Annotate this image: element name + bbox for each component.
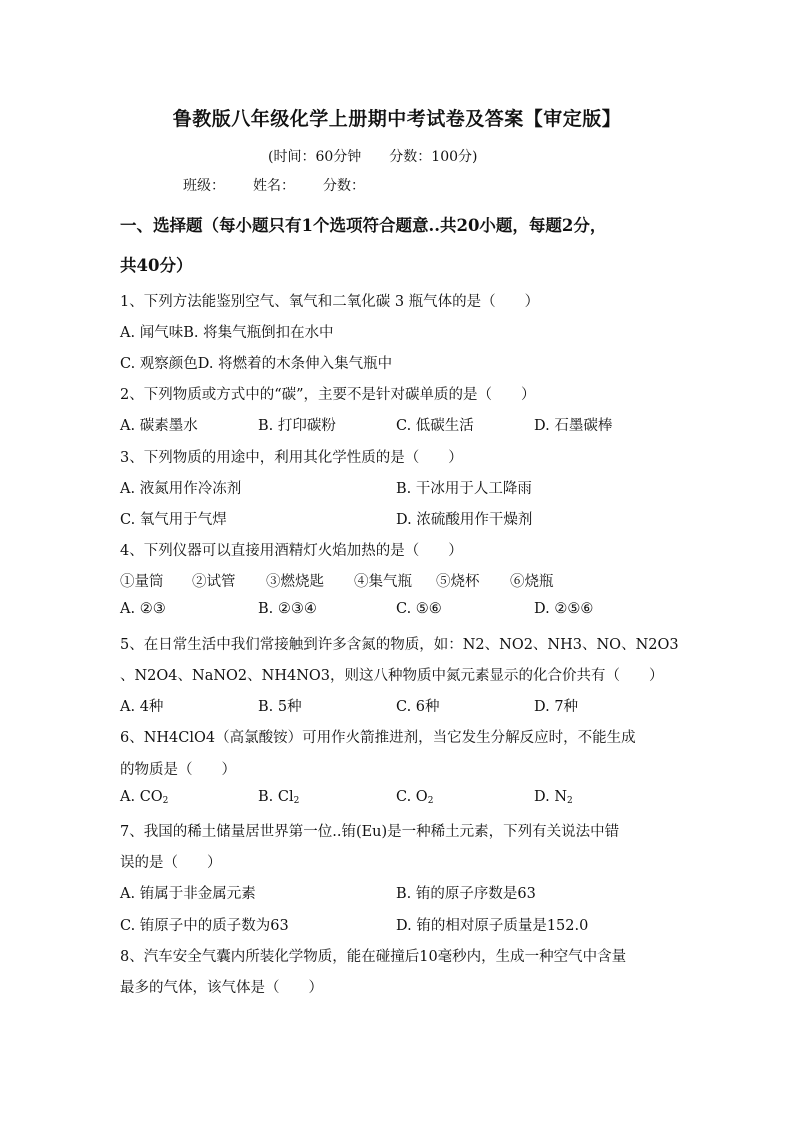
question-7-stem: 7、我国的稀土储量居世界第一位..铕(Eu)是一种稀土元素，下列有关说法中错	[120, 824, 620, 840]
class-label: 班级：	[183, 178, 225, 194]
question-4-instruments	[120, 570, 680, 590]
option-c-subscript: 2	[427, 796, 434, 806]
question-7-options-cd	[120, 914, 680, 934]
option-d: D. 石墨碳棒	[534, 418, 613, 434]
instrument-4: ④集气瓶	[354, 574, 412, 590]
question-6-options	[120, 789, 680, 809]
option-c	[396, 789, 433, 806]
section-heading-cont: 共40分）	[120, 256, 193, 275]
question-5-stem-cont: 、N2O4、NaNO2、NH4NO3，则这八种物质中氮元素显示的化合价共有（ ）	[120, 668, 664, 684]
question-3-options-cd	[120, 508, 680, 528]
option-a: A. 铕属于非金属元素	[120, 886, 256, 902]
option-d	[534, 789, 573, 806]
option-a	[120, 789, 168, 806]
question-3-options-ab	[120, 477, 680, 497]
instrument-2: ②试管	[192, 574, 236, 590]
question-8-stem-cont: 最多的气体，该气体是（ ）	[120, 980, 323, 996]
option-d: D. ②⑤⑥	[534, 601, 594, 617]
exam-info	[268, 146, 505, 166]
option-a-text: A. CO	[120, 789, 163, 805]
question-8-stem: 8、汽车安全气囊内所装化学物质，能在碰撞后10毫秒内，生成一种空气中含量	[120, 949, 627, 965]
option-b: B. 5种	[258, 699, 302, 715]
option-c: C. 低碳生活	[396, 418, 474, 434]
instrument-5: ⑤烧杯	[436, 574, 480, 590]
instrument-3: ③燃烧匙	[266, 574, 324, 590]
option-b: B. 铕的原子序数是63	[396, 886, 536, 902]
option-c: C. 铕原子中的质子数为63	[120, 918, 289, 934]
option-c: C. ⑤⑥	[396, 601, 442, 617]
name-label: 姓名：	[253, 178, 295, 194]
option-d-subscript: 2	[567, 796, 573, 806]
option-b	[258, 789, 299, 806]
option-a: A. ②③	[120, 601, 166, 617]
question-3-stem: 3、下列物质的用途中，利用其化学性质的是（ ）	[120, 450, 463, 466]
question-1-options-cd: C. 观察颜色D. 将燃着的木条伸入集气瓶中	[120, 356, 393, 372]
question-4-options	[120, 601, 680, 621]
page-title: 鲁教版八年级化学上册期中考试卷及答案【审定版】	[172, 108, 622, 130]
instrument-6: ⑥烧瓶	[510, 574, 554, 590]
student-info	[183, 175, 393, 195]
option-d: D. 7种	[534, 699, 579, 715]
option-d: D. 浓硫酸用作干燥剂	[396, 512, 533, 528]
question-7-options-ab	[120, 882, 680, 902]
option-a: A. 液氮用作冷冻剂	[120, 481, 242, 497]
instrument-1: ①量筒	[120, 574, 164, 590]
question-4-stem: 4、下列仪器可以直接用酒精灯火焰加热的是（ ）	[120, 543, 463, 559]
option-b: B. 打印碳粉	[258, 418, 336, 434]
option-a: A. 碳素墨水	[120, 418, 198, 434]
question-5-stem: 5、在日常生活中我们常接触到许多含氮的物质，如：N2、NO2、NH3、NO、N2O3	[120, 637, 679, 653]
option-c: C. 6种	[396, 699, 440, 715]
option-c-text: C. O	[396, 789, 428, 805]
question-1-stem: 1、下列方法能鉴别空气、氧气和二氧化碳 3 瓶气体的是（ ）	[120, 294, 540, 310]
option-a-subscript: 2	[162, 796, 169, 806]
points-label: 分数：	[323, 178, 365, 194]
option-d: D. 铕的相对原子质量是152.0	[396, 918, 589, 934]
question-6-stem: 6、NH4ClO4（高氯酸铵）可用作火箭推进剂，当它发生分解反应时，不能生成	[120, 730, 636, 746]
question-2-stem: 2、下列物质或方式中的“碳”，主要不是针对碳单质的是（ ）	[120, 387, 536, 403]
question-1-options-ab: A. 闻气味B. 将集气瓶倒扣在水中	[120, 325, 334, 341]
question-7-stem-cont: 误的是（ ）	[120, 855, 222, 871]
question-2-options	[120, 414, 680, 434]
option-b-text: B. Cl	[258, 789, 294, 805]
question-6-stem-cont: 的物质是（ ）	[120, 762, 236, 778]
section-heading: 一、选择题（每小题只有1个选项符合题意..共20小题，每题2分，	[120, 216, 607, 235]
option-b-subscript: 2	[293, 796, 300, 806]
option-c: C. 氧气用于气焊	[120, 512, 227, 528]
exam-time: (时间：60分钟	[268, 149, 362, 165]
exam-score: 分数：100分)	[389, 149, 478, 165]
option-d-text: D. N	[534, 789, 568, 805]
question-5-options	[120, 695, 680, 715]
option-b: B. ②③④	[258, 601, 317, 617]
option-a: A. 4种	[120, 699, 164, 715]
option-b: B. 干冰用于人工降雨	[396, 481, 532, 497]
